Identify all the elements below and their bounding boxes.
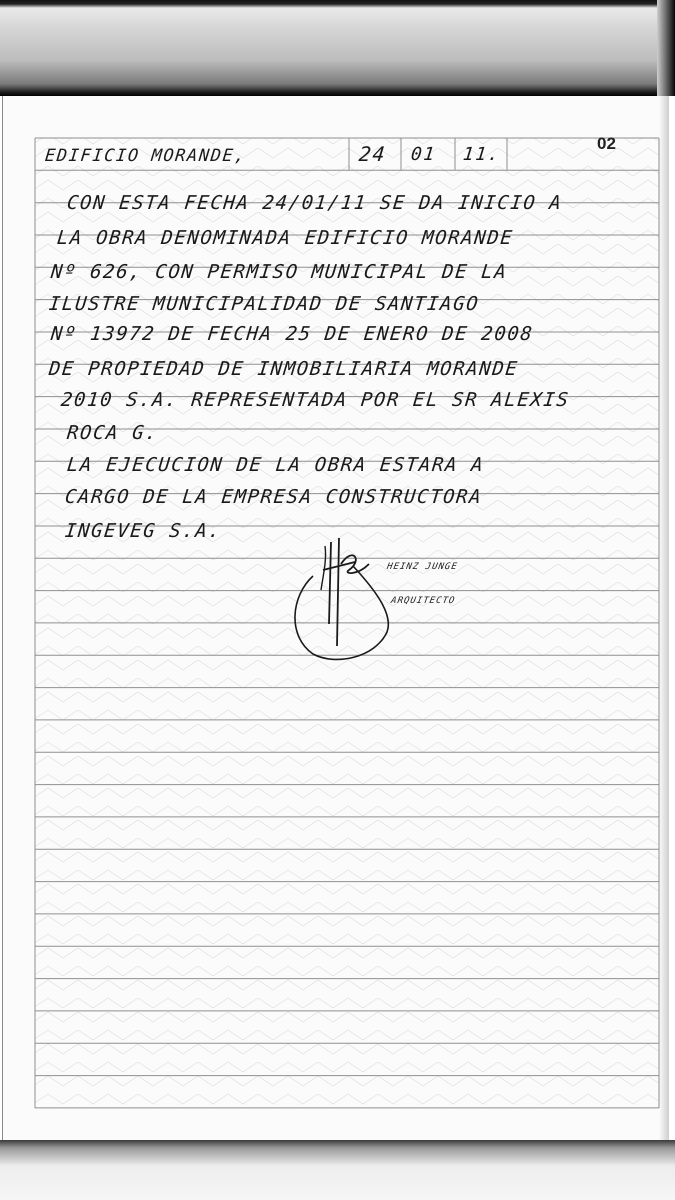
- logbook-page: [2, 96, 669, 1140]
- body-line: INGEVEG S.A.: [63, 520, 223, 542]
- date-year: 11.: [461, 144, 502, 165]
- header-title: EDIFICIO MORANDE,: [43, 146, 248, 166]
- body-line: CARGO DE LA EMPRESA CONSTRUCTORA: [63, 486, 484, 508]
- body-line: 2010 S.A. REPRESENTADA POR EL SR ALEXIS: [59, 389, 571, 411]
- handwritten-content: [3, 96, 669, 1140]
- signature-title: ARQUITECTO: [390, 596, 457, 606]
- signature-name: HEINZ JUNGE: [386, 562, 459, 572]
- body-line: LA OBRA DENOMINADA EDIFICIO MORANDE: [55, 227, 515, 249]
- page-number: 02: [597, 134, 616, 153]
- body-line: DE PROPIEDAD DE INMOBILIARIA MORANDE: [47, 358, 520, 380]
- body-line: Nº 13972 DE FECHA 25 DE ENERO DE 2008: [49, 323, 535, 345]
- body-line: CON ESTA FECHA 24/01/11 SE DA INICIO A: [65, 192, 564, 214]
- body-line: LA EJECUCION DE LA OBRA ESTARA A: [65, 454, 486, 476]
- body-line: ILUSTRE MUNICIPALIDAD DE SANTIAGO: [47, 293, 481, 315]
- signature-mark: [283, 536, 393, 666]
- scan-corner-shadow: [657, 0, 675, 96]
- date-day: 24: [357, 142, 388, 166]
- body-line: ROCA G.: [65, 422, 160, 444]
- body-line: Nº 626, CON PERMISO MUNICIPAL DE LA: [49, 261, 509, 283]
- date-month: 01: [409, 144, 437, 165]
- scan-bottom-shadow: [0, 1140, 675, 1200]
- scan-top-shadow: [0, 0, 675, 96]
